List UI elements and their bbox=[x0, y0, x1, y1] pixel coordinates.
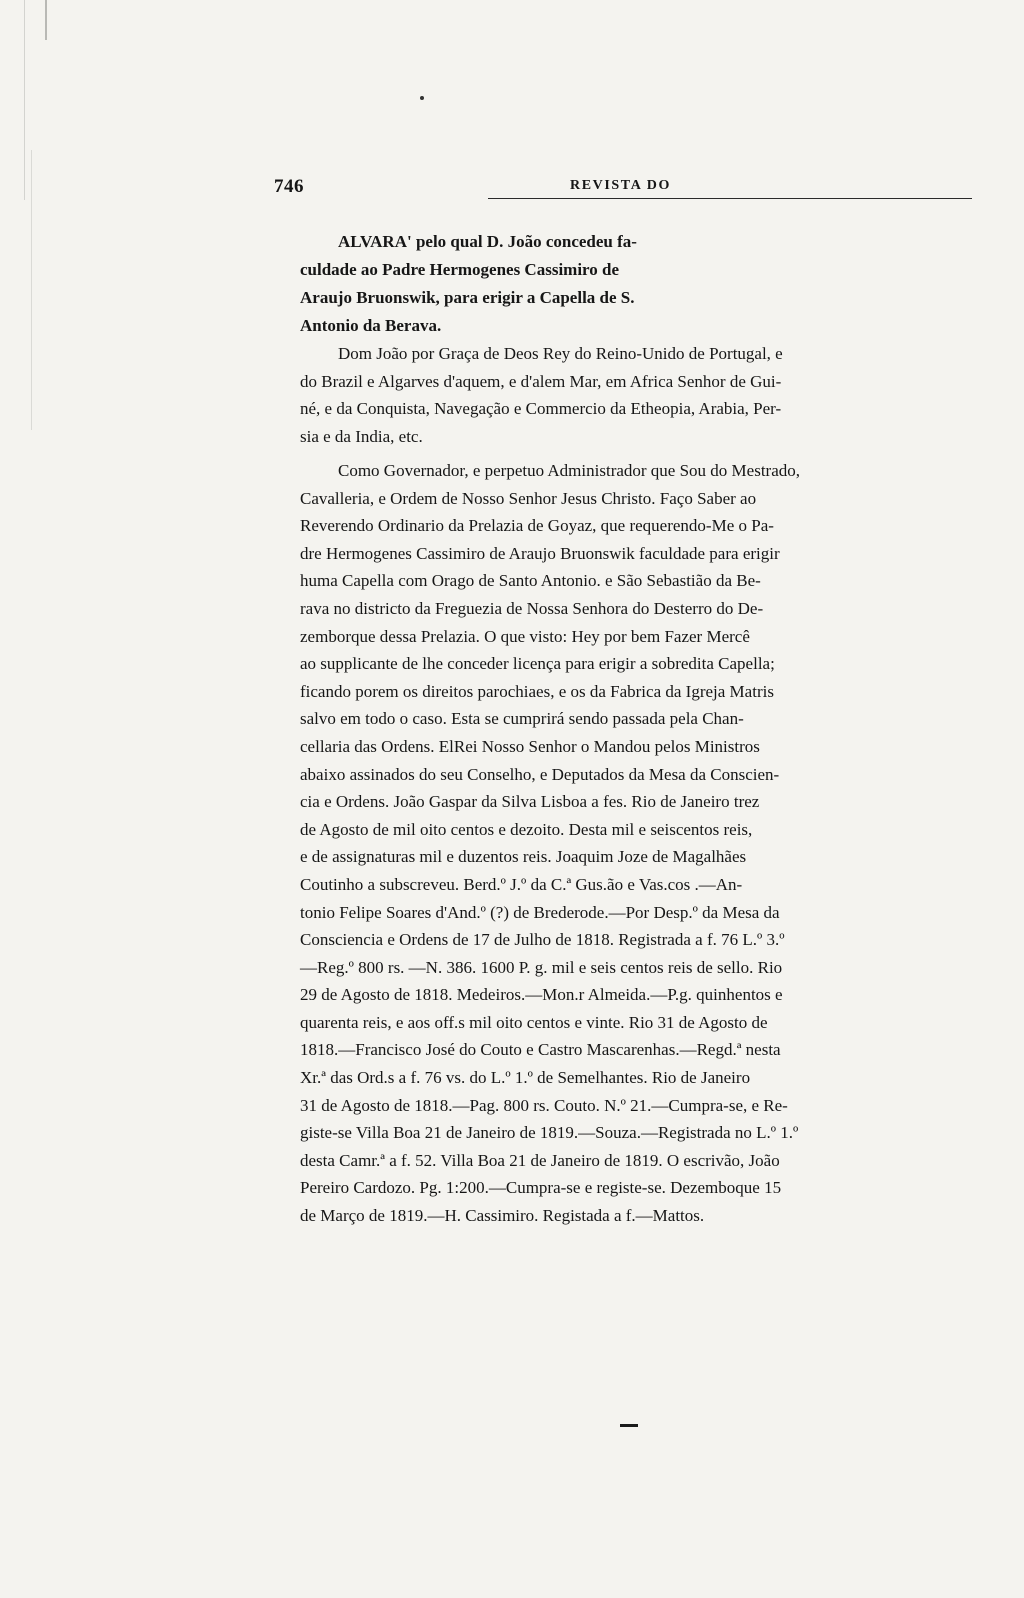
page-number: 746 bbox=[274, 176, 304, 197]
text-line: Coutinho a subscreveu. Berd.º J.º da C.ª Gus.ão e Vas.cos .—An- bbox=[300, 874, 743, 894]
text-line: cia e Ordens. João Gaspar da Silva Lisboa a fes. Rio de Janeiro trez bbox=[300, 792, 760, 812]
text-line: salvo em todo o caso. Esta se cumprirá sendo passada pela Chan- bbox=[300, 709, 744, 729]
text-line: Como Governador, e perpetuo Administrador que Sou do Mestrado, bbox=[338, 461, 801, 480]
text-line: ficando porem os direitos parochiaes, e os da Fabrica da Igreja Matris bbox=[300, 681, 774, 701]
paragraph-2 bbox=[300, 457, 980, 1230]
document-heading bbox=[300, 228, 980, 340]
text-line: 29 de Agosto de 1818. Medeiros.—Mon.r Almeida.—P.g. quinhentos e bbox=[300, 985, 783, 1005]
paragraph-1 bbox=[300, 340, 980, 450]
heading-line: Antonio da Berava. bbox=[300, 316, 442, 335]
text-line: Consciencia e Ordens de 17 de Julho de 1818. Registrada a f. 76 L.º 3.º bbox=[300, 930, 785, 950]
scan-edge-mark bbox=[24, 0, 25, 200]
text-line: abaixo assinados do seu Conselho, e Deputados da Mesa da Conscien- bbox=[300, 764, 780, 784]
text-line: Reverendo Ordinario da Prelazia de Goyaz, que requerendo-Me o Pa- bbox=[300, 516, 774, 536]
text-line: sia e da India, etc. bbox=[300, 426, 423, 446]
header-rule bbox=[488, 198, 972, 199]
heading-line: Araujo Bruonswik, para erigir a Capella de S. bbox=[300, 288, 635, 307]
text-line: né, e da Conquista, Navegação e Commercio da Etheopia, Arabia, Per- bbox=[300, 399, 782, 419]
text-line: huma Capella com Orago de Santo Antonio. e São Sebastião da Be- bbox=[300, 571, 761, 591]
text-line: 1818.—Francisco José do Couto e Castro Mascarenhas.—Regd.ª nesta bbox=[300, 1040, 781, 1060]
text-line: zemborque dessa Prelazia. O que visto: Hey por bem Fazer Mercê bbox=[300, 626, 750, 646]
text-line: Dom João por Graça de Deos Rey do Reino-Unido de Portugal, e bbox=[338, 344, 783, 363]
text-line: desta Camr.ª a f. 52. Villa Boa 21 de Janeiro de 1819. O escrivão, João bbox=[300, 1150, 780, 1170]
text-line: quarenta reis, e aos off.s mil oito centos e vinte. Rio 31 de Agosto de bbox=[300, 1012, 768, 1032]
text-line: cellaria das Ordens. ElRei Nosso Senhor o Mandou pelos Ministros bbox=[300, 736, 760, 756]
scan-edge-mark bbox=[45, 0, 47, 40]
text-line: dre Hermogenes Cassimiro de Araujo Bruonswik faculdade para erigir bbox=[300, 543, 780, 563]
text-line: —Reg.º 800 rs. —N. 386. 1600 P. g. mil e seis centos reis de sello. Rio bbox=[300, 957, 783, 977]
heading-line: culdade ao Padre Hermogenes Cassimiro de bbox=[300, 260, 620, 279]
text-line: 31 de Agosto de 1818.—Pag. 800 rs. Couto. N.º 21.—Cumpra-se, e Re- bbox=[300, 1095, 788, 1115]
running-head: REVISTA DO bbox=[570, 178, 671, 193]
text-line: tonio Felipe Soares d'And.º (?) de Brederode.—Por Desp.º da Mesa da bbox=[300, 902, 780, 922]
text-line: do Brazil e Algarves d'aquem, e d'alem Mar, em Africa Senhor de Gui- bbox=[300, 371, 782, 391]
ink-speck bbox=[420, 96, 424, 100]
text-line: Pereiro Cardozo. Pg. 1:200.—Cumpra-se e registe-se. Dezemboque 15 bbox=[300, 1178, 782, 1198]
text-line: Cavalleria, e Ordem de Nosso Senhor Jesus Christo. Faço Saber ao bbox=[300, 488, 757, 508]
heading-line: ALVARA' pelo qual D. João concedeu fa- bbox=[338, 232, 637, 251]
text-line: e de assignaturas mil e duzentos reis. Joaquim Joze de Magalhães bbox=[300, 847, 747, 867]
scan-edge-mark bbox=[31, 150, 32, 430]
text-line: rava no districto da Freguezia de Nossa Senhora do Desterro do De- bbox=[300, 598, 764, 618]
text-line: ao supplicante de lhe conceder licença para erigir a sobredita Capella; bbox=[300, 654, 775, 674]
text-line: giste-se Villa Boa 21 de Janeiro de 1819.—Souza.—Registrada no L.º 1.º bbox=[300, 1123, 799, 1143]
text-line: de Março de 1819.—H. Cassimiro. Registada a f.—Mattos. bbox=[300, 1206, 705, 1226]
text-line: de Agosto de mil oito centos e dezoito. Desta mil e seiscentos reis, bbox=[300, 819, 753, 839]
closing-dash bbox=[620, 1424, 638, 1427]
text-line: Xr.ª das Ord.s a f. 76 vs. do L.º 1.º de Semelhantes. Rio de Janeiro bbox=[300, 1068, 751, 1088]
